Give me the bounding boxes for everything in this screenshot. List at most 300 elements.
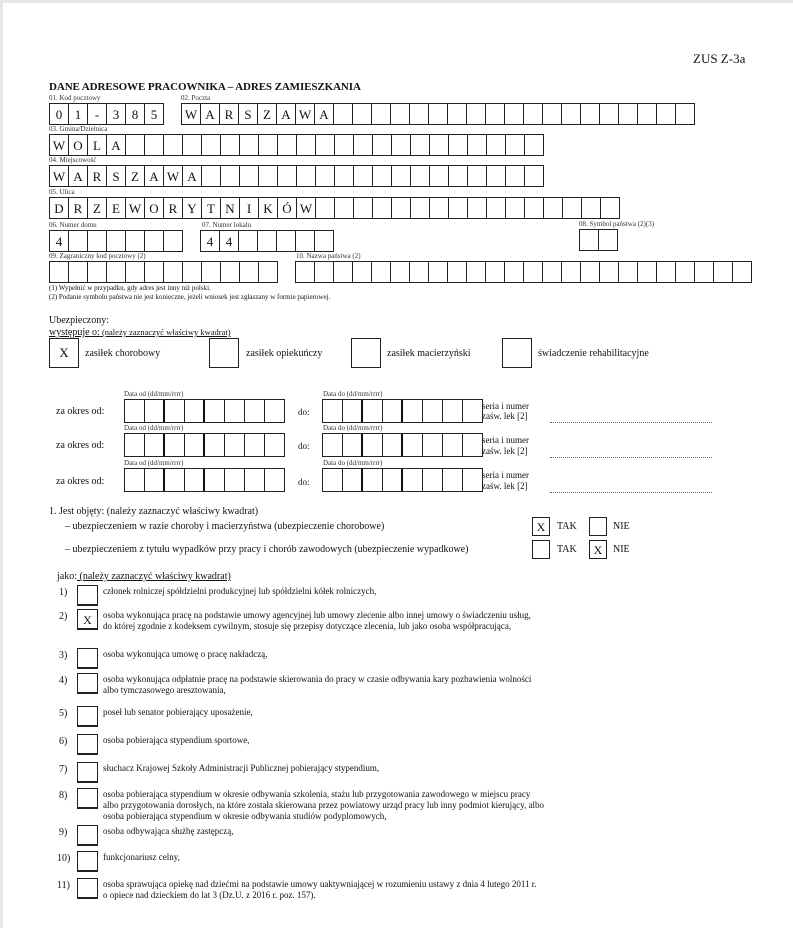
char-cell[interactable] bbox=[449, 166, 468, 186]
char-cell[interactable]: A bbox=[315, 104, 334, 124]
char-cell[interactable] bbox=[69, 231, 88, 251]
as-item-number: 5) bbox=[59, 708, 68, 719]
date-to-label: Data do (dd/mm/rrrr) bbox=[323, 424, 383, 432]
char-cell[interactable] bbox=[315, 262, 334, 282]
char-cell[interactable] bbox=[544, 198, 563, 218]
char-cell[interactable] bbox=[335, 198, 354, 218]
char-cell[interactable] bbox=[383, 400, 403, 422]
char-cell[interactable] bbox=[430, 135, 449, 155]
char-cell[interactable]: W bbox=[126, 198, 145, 218]
char-cell[interactable] bbox=[463, 469, 483, 491]
char-cell[interactable] bbox=[676, 262, 695, 282]
char-cell[interactable] bbox=[297, 166, 316, 186]
char-cell[interactable]: A bbox=[69, 166, 88, 186]
benefit-rehab-checkbox[interactable] bbox=[502, 338, 532, 368]
char-cell[interactable] bbox=[265, 400, 285, 422]
country-symbol-field[interactable] bbox=[579, 229, 618, 251]
period-3-date-from[interactable] bbox=[124, 468, 285, 492]
as-item-number: 4) bbox=[59, 675, 68, 686]
as-item-checkbox[interactable] bbox=[77, 825, 98, 846]
char-cell[interactable] bbox=[296, 262, 315, 282]
char-cell[interactable]: 3 bbox=[107, 104, 126, 124]
char-cell[interactable] bbox=[505, 104, 524, 124]
char-cell[interactable] bbox=[468, 135, 487, 155]
coverage-sickness-label: – ubezpieczeniem w razie choroby i macierzyństwa (ubezpieczenie chorobowe) bbox=[65, 521, 385, 532]
char-cell[interactable] bbox=[265, 469, 285, 491]
char-cell[interactable] bbox=[165, 434, 185, 456]
street-field[interactable] bbox=[49, 197, 620, 219]
char-cell[interactable] bbox=[580, 230, 599, 250]
char-cell[interactable] bbox=[714, 262, 733, 282]
char-cell[interactable] bbox=[183, 135, 202, 155]
char-cell[interactable] bbox=[638, 104, 657, 124]
footnote-2: (2) Podanie symbolu państwa nie jest konieczne, jeżeli wniosek jest zgłaszany w formie papierowej. bbox=[49, 293, 331, 301]
as-item-checkbox[interactable] bbox=[77, 851, 98, 872]
period-2-cert-field[interactable] bbox=[550, 457, 712, 458]
city-label: 04. Miejscowość bbox=[49, 156, 97, 164]
char-cell[interactable] bbox=[265, 434, 285, 456]
char-cell[interactable]: 5 bbox=[145, 104, 164, 124]
char-cell[interactable] bbox=[125, 469, 145, 491]
date-to-label: Data do (dd/mm/rrrr) bbox=[323, 459, 383, 467]
char-cell[interactable] bbox=[278, 135, 297, 155]
char-cell[interactable] bbox=[323, 434, 343, 456]
char-cell[interactable] bbox=[582, 198, 601, 218]
char-cell[interactable] bbox=[563, 198, 582, 218]
char-cell[interactable]: Z bbox=[258, 104, 277, 124]
char-cell[interactable] bbox=[202, 262, 221, 282]
char-cell[interactable]: O bbox=[69, 135, 88, 155]
char-cell[interactable] bbox=[354, 198, 373, 218]
char-cell[interactable]: O bbox=[145, 198, 164, 218]
char-cell[interactable] bbox=[562, 104, 581, 124]
as-item-text: osoba sprawująca opiekę nad dziećmi na podstawie umowy uaktywniającej w rozumieniu ustawy z dnia 4 lutego 2011 r. bbox=[103, 879, 537, 889]
char-cell[interactable]: 8 bbox=[126, 104, 145, 124]
period-to-label: do: bbox=[298, 407, 310, 417]
char-cell[interactable]: 4 bbox=[220, 231, 239, 251]
char-cell[interactable] bbox=[403, 469, 423, 491]
benefit-maternity-checkbox[interactable] bbox=[351, 338, 381, 368]
benefit-sickness-label: zasiłek chorobowy bbox=[85, 348, 161, 359]
char-cell[interactable] bbox=[205, 434, 225, 456]
char-cell[interactable]: - bbox=[88, 104, 107, 124]
char-cell[interactable] bbox=[50, 262, 69, 282]
char-cell[interactable]: W bbox=[297, 198, 316, 218]
char-cell[interactable] bbox=[448, 262, 467, 282]
char-cell[interactable] bbox=[323, 400, 343, 422]
char-cell[interactable]: Z bbox=[126, 166, 145, 186]
as-heading-hint: (należy zaznaczyć właściwy kwadrat) bbox=[77, 571, 231, 582]
as-item-checkbox[interactable] bbox=[77, 706, 98, 727]
char-cell[interactable] bbox=[334, 262, 353, 282]
char-cell[interactable] bbox=[411, 166, 430, 186]
as-item-number: 3) bbox=[59, 650, 68, 661]
as-item-text: osoba wykonująca umowę o pracę nakładczą, bbox=[103, 649, 268, 659]
char-cell[interactable] bbox=[185, 469, 205, 491]
coverage-heading: 1. Jest objęty: (należy zaznaczyć właściwy kwadrat) bbox=[49, 506, 259, 517]
char-cell[interactable] bbox=[383, 469, 403, 491]
char-cell[interactable] bbox=[225, 469, 245, 491]
as-item-checkbox[interactable] bbox=[77, 734, 98, 755]
char-cell[interactable] bbox=[411, 198, 430, 218]
post-office-field[interactable] bbox=[181, 103, 695, 125]
cert-label-1: seria i numer bbox=[482, 435, 529, 445]
char-cell[interactable] bbox=[185, 434, 205, 456]
post-office-label: 02. Poczta bbox=[181, 94, 211, 102]
char-cell[interactable] bbox=[183, 262, 202, 282]
char-cell[interactable] bbox=[411, 135, 430, 155]
char-cell[interactable] bbox=[486, 262, 505, 282]
char-cell[interactable] bbox=[372, 104, 391, 124]
char-cell[interactable] bbox=[225, 400, 245, 422]
char-cell[interactable] bbox=[581, 262, 600, 282]
char-cell[interactable] bbox=[323, 469, 343, 491]
char-cell[interactable]: 4 bbox=[50, 231, 69, 251]
char-cell[interactable] bbox=[354, 135, 373, 155]
char-cell[interactable] bbox=[392, 135, 411, 155]
char-cell[interactable] bbox=[695, 262, 714, 282]
char-cell[interactable] bbox=[410, 262, 429, 282]
char-cell[interactable] bbox=[107, 231, 126, 251]
char-cell[interactable]: 1 bbox=[69, 104, 88, 124]
char-cell[interactable] bbox=[448, 104, 467, 124]
char-cell[interactable]: W bbox=[50, 135, 69, 155]
char-cell[interactable] bbox=[363, 434, 383, 456]
char-cell[interactable]: W bbox=[164, 166, 183, 186]
char-cell[interactable] bbox=[581, 104, 600, 124]
char-cell[interactable] bbox=[487, 135, 506, 155]
char-cell[interactable] bbox=[297, 135, 316, 155]
char-cell[interactable]: Ó bbox=[278, 198, 297, 218]
char-cell[interactable] bbox=[259, 135, 278, 155]
char-cell[interactable] bbox=[733, 262, 752, 282]
char-cell[interactable] bbox=[486, 104, 505, 124]
char-cell[interactable]: A bbox=[201, 104, 220, 124]
char-cell[interactable] bbox=[506, 166, 525, 186]
char-cell[interactable] bbox=[335, 135, 354, 155]
char-cell[interactable] bbox=[145, 434, 165, 456]
char-cell[interactable] bbox=[600, 104, 619, 124]
char-cell[interactable] bbox=[354, 166, 373, 186]
char-cell[interactable] bbox=[221, 166, 240, 186]
postal-code-field[interactable] bbox=[49, 103, 164, 125]
char-cell[interactable]: 4 bbox=[201, 231, 220, 251]
char-cell[interactable] bbox=[335, 166, 354, 186]
char-cell[interactable] bbox=[145, 231, 164, 251]
char-cell[interactable] bbox=[164, 231, 183, 251]
cert-label-1: seria i numer bbox=[482, 401, 529, 411]
char-cell[interactable]: I bbox=[240, 198, 259, 218]
char-cell[interactable] bbox=[430, 166, 449, 186]
cert-label-2: zaśw. lek [2] bbox=[482, 411, 528, 421]
char-cell[interactable] bbox=[316, 198, 335, 218]
as-item-checkbox[interactable]: X bbox=[77, 609, 98, 630]
char-cell[interactable] bbox=[240, 135, 259, 155]
char-cell[interactable] bbox=[258, 231, 277, 251]
as-item-checkbox[interactable] bbox=[77, 673, 98, 694]
char-cell[interactable] bbox=[245, 400, 265, 422]
char-cell[interactable]: E bbox=[107, 198, 126, 218]
char-cell[interactable] bbox=[165, 400, 185, 422]
char-cell[interactable] bbox=[316, 166, 335, 186]
char-cell[interactable] bbox=[638, 262, 657, 282]
char-cell[interactable]: A bbox=[107, 135, 126, 155]
char-cell[interactable] bbox=[343, 400, 363, 422]
char-cell[interactable] bbox=[429, 262, 448, 282]
street-label: 05. Ulica bbox=[49, 188, 75, 196]
country-name-field[interactable] bbox=[295, 261, 752, 283]
char-cell[interactable] bbox=[245, 469, 265, 491]
char-cell[interactable] bbox=[205, 400, 225, 422]
char-cell[interactable] bbox=[392, 166, 411, 186]
char-cell[interactable]: A bbox=[145, 166, 164, 186]
char-cell[interactable]: A bbox=[277, 104, 296, 124]
period-from-label: za okres od: bbox=[56, 406, 105, 417]
page-edge-left bbox=[0, 0, 3, 928]
char-cell[interactable] bbox=[277, 231, 296, 251]
char-cell[interactable] bbox=[383, 434, 403, 456]
char-cell[interactable] bbox=[145, 469, 165, 491]
char-cell[interactable] bbox=[443, 400, 463, 422]
benefit-sickness-checkbox[interactable]: X bbox=[49, 338, 79, 368]
char-cell[interactable] bbox=[463, 434, 483, 456]
char-cell[interactable] bbox=[391, 104, 410, 124]
char-cell[interactable] bbox=[467, 262, 486, 282]
char-cell[interactable] bbox=[373, 135, 392, 155]
as-item-checkbox[interactable] bbox=[77, 762, 98, 783]
page-edge-top bbox=[0, 0, 793, 3]
coverage-accident-no-checkbox[interactable]: X bbox=[589, 540, 607, 559]
char-cell[interactable]: T bbox=[202, 198, 221, 218]
char-cell[interactable] bbox=[315, 231, 334, 251]
char-cell[interactable] bbox=[126, 262, 145, 282]
period-2-date-to[interactable] bbox=[322, 433, 483, 457]
char-cell[interactable]: W bbox=[50, 166, 69, 186]
char-cell[interactable]: N bbox=[221, 198, 240, 218]
char-cell[interactable] bbox=[543, 104, 562, 124]
char-cell[interactable] bbox=[372, 262, 391, 282]
char-cell[interactable] bbox=[467, 104, 486, 124]
char-cell[interactable] bbox=[363, 400, 383, 422]
apartment-number-field[interactable] bbox=[200, 230, 334, 252]
char-cell[interactable] bbox=[145, 262, 164, 282]
char-cell[interactable]: W bbox=[296, 104, 315, 124]
char-cell[interactable]: W bbox=[182, 104, 201, 124]
char-cell[interactable] bbox=[373, 198, 392, 218]
as-item-number: 2) bbox=[59, 611, 68, 622]
char-cell[interactable] bbox=[410, 104, 429, 124]
coverage-sickness-yes-checkbox[interactable]: X bbox=[532, 517, 550, 536]
as-item-checkbox[interactable] bbox=[77, 648, 98, 669]
char-cell[interactable] bbox=[316, 135, 335, 155]
foreign-postal-code-label: 09. Zagraniczny kod pocztowy (2) bbox=[49, 252, 146, 260]
period-from-label: za okres od: bbox=[56, 440, 105, 451]
as-item-number: 6) bbox=[59, 736, 68, 747]
char-cell[interactable] bbox=[353, 104, 372, 124]
char-cell[interactable] bbox=[202, 135, 221, 155]
char-cell[interactable]: S bbox=[239, 104, 258, 124]
char-cell[interactable] bbox=[145, 400, 165, 422]
char-cell[interactable] bbox=[423, 434, 443, 456]
char-cell[interactable] bbox=[145, 135, 164, 155]
char-cell[interactable] bbox=[343, 434, 363, 456]
char-cell[interactable] bbox=[164, 135, 183, 155]
as-item-checkbox[interactable] bbox=[77, 878, 98, 899]
char-cell[interactable] bbox=[562, 262, 581, 282]
coverage-accident-yes-checkbox[interactable] bbox=[532, 540, 550, 559]
as-item-text: osoba odbywająca służbę zastępczą, bbox=[103, 826, 234, 836]
char-cell[interactable] bbox=[468, 166, 487, 186]
char-cell[interactable] bbox=[202, 166, 221, 186]
period-1-date-from[interactable] bbox=[124, 399, 285, 423]
char-cell[interactable] bbox=[403, 434, 423, 456]
as-item-checkbox[interactable] bbox=[77, 788, 98, 809]
benefit-care-checkbox[interactable] bbox=[209, 338, 239, 368]
char-cell[interactable] bbox=[334, 104, 353, 124]
char-cell[interactable] bbox=[600, 262, 619, 282]
period-1-date-to[interactable] bbox=[322, 399, 483, 423]
char-cell[interactable] bbox=[430, 198, 449, 218]
char-cell[interactable] bbox=[423, 400, 443, 422]
char-cell[interactable] bbox=[505, 262, 524, 282]
char-cell[interactable] bbox=[524, 262, 543, 282]
as-item-text: poseł lub senator pobierający uposażenie, bbox=[103, 707, 253, 717]
char-cell[interactable] bbox=[221, 262, 240, 282]
char-cell[interactable] bbox=[296, 231, 315, 251]
char-cell[interactable]: A bbox=[183, 166, 202, 186]
coverage-sickness-no-checkbox[interactable] bbox=[589, 517, 607, 536]
char-cell[interactable] bbox=[225, 434, 245, 456]
house-number-label: 06. Numer domu bbox=[49, 221, 97, 229]
char-cell[interactable] bbox=[259, 262, 278, 282]
char-cell[interactable] bbox=[463, 400, 483, 422]
char-cell[interactable]: R bbox=[88, 166, 107, 186]
apartment-number-label: 07. Numer lokalu bbox=[202, 221, 252, 229]
char-cell[interactable] bbox=[525, 166, 544, 186]
insured-subheading bbox=[49, 327, 231, 338]
char-cell[interactable] bbox=[676, 104, 695, 124]
char-cell[interactable] bbox=[487, 166, 506, 186]
char-cell[interactable] bbox=[221, 135, 240, 155]
char-cell[interactable] bbox=[373, 166, 392, 186]
char-cell[interactable] bbox=[343, 469, 363, 491]
cert-label-1: seria i numer bbox=[482, 470, 529, 480]
house-number-field[interactable] bbox=[49, 230, 183, 252]
char-cell[interactable] bbox=[125, 400, 145, 422]
char-cell[interactable] bbox=[657, 262, 676, 282]
coverage-sickness-no-label: NIE bbox=[613, 521, 630, 532]
city-field[interactable] bbox=[49, 165, 544, 187]
char-cell[interactable] bbox=[245, 434, 265, 456]
char-cell[interactable] bbox=[363, 469, 383, 491]
commune-label: 03. Gmina/Dzielnica bbox=[49, 125, 108, 133]
char-cell[interactable] bbox=[601, 198, 620, 218]
char-cell[interactable] bbox=[240, 262, 259, 282]
char-cell[interactable] bbox=[619, 262, 638, 282]
char-cell[interactable] bbox=[443, 434, 463, 456]
cert-label-2: zaśw. lek [2] bbox=[482, 446, 528, 456]
char-cell[interactable]: Y bbox=[183, 198, 202, 218]
char-cell[interactable] bbox=[164, 262, 183, 282]
char-cell[interactable] bbox=[125, 434, 145, 456]
as-item-text: osoba pobierająca stypendium w okresie odbywania studiów podyplomowych, bbox=[103, 811, 387, 821]
char-cell[interactable] bbox=[88, 231, 107, 251]
period-1-cert-field[interactable] bbox=[550, 422, 712, 423]
char-cell[interactable] bbox=[525, 135, 544, 155]
char-cell[interactable] bbox=[525, 198, 544, 218]
period-to-label: do: bbox=[298, 441, 310, 451]
char-cell[interactable] bbox=[391, 262, 410, 282]
char-cell[interactable] bbox=[487, 198, 506, 218]
coverage-accident-yes-label: TAK bbox=[557, 544, 577, 555]
char-cell[interactable] bbox=[185, 400, 205, 422]
char-cell[interactable] bbox=[423, 469, 443, 491]
char-cell[interactable]: L bbox=[88, 135, 107, 155]
char-cell[interactable] bbox=[392, 198, 411, 218]
period-3-cert-field[interactable] bbox=[550, 492, 712, 493]
char-cell[interactable] bbox=[468, 198, 487, 218]
char-cell[interactable] bbox=[506, 135, 525, 155]
as-item-text: osoba pobierająca stypendium sportowe, bbox=[103, 735, 250, 745]
as-item-number: 11) bbox=[57, 880, 70, 891]
char-cell[interactable] bbox=[449, 198, 468, 218]
char-cell[interactable] bbox=[403, 400, 423, 422]
commune-field[interactable] bbox=[49, 134, 544, 156]
char-cell[interactable] bbox=[259, 166, 278, 186]
period-3-date-to[interactable] bbox=[322, 468, 483, 492]
as-item-number: 1) bbox=[59, 587, 68, 598]
char-cell[interactable]: K bbox=[259, 198, 278, 218]
char-cell[interactable] bbox=[239, 231, 258, 251]
char-cell[interactable] bbox=[126, 231, 145, 251]
benefit-maternity-label: zasiłek macierzyński bbox=[387, 348, 471, 359]
char-cell[interactable] bbox=[524, 104, 543, 124]
foreign-postal-code-field[interactable] bbox=[49, 261, 278, 283]
char-cell[interactable] bbox=[205, 469, 225, 491]
char-cell[interactable] bbox=[107, 262, 126, 282]
period-2-date-from[interactable] bbox=[124, 433, 285, 457]
char-cell[interactable] bbox=[619, 104, 638, 124]
as-item-text: o opiece nad dzieckiem do lat 3 (Dz.U. z 2016 r. poz. 157). bbox=[103, 890, 316, 900]
char-cell[interactable]: 0 bbox=[50, 104, 69, 124]
char-cell[interactable] bbox=[353, 262, 372, 282]
char-cell[interactable] bbox=[126, 135, 145, 155]
char-cell[interactable] bbox=[429, 104, 448, 124]
char-cell[interactable] bbox=[506, 198, 525, 218]
date-from-label: Data od (dd/mm/rrrr) bbox=[124, 390, 184, 398]
char-cell[interactable]: D bbox=[50, 198, 69, 218]
char-cell[interactable] bbox=[278, 166, 297, 186]
char-cell[interactable] bbox=[240, 166, 259, 186]
char-cell[interactable]: R bbox=[220, 104, 239, 124]
char-cell[interactable] bbox=[443, 469, 463, 491]
char-cell[interactable] bbox=[657, 104, 676, 124]
char-cell[interactable]: R bbox=[69, 198, 88, 218]
char-cell[interactable] bbox=[449, 135, 468, 155]
char-cell[interactable] bbox=[165, 469, 185, 491]
char-cell[interactable]: Z bbox=[88, 198, 107, 218]
as-item-text: członek rolniczej spółdzielni produkcyjnej lub spółdzielni kółek rolniczych, bbox=[103, 586, 377, 596]
as-item-checkbox[interactable] bbox=[77, 585, 98, 606]
char-cell[interactable] bbox=[599, 230, 618, 250]
char-cell[interactable] bbox=[88, 262, 107, 282]
cert-label-2: zaśw. lek [2] bbox=[482, 481, 528, 491]
char-cell[interactable]: R bbox=[164, 198, 183, 218]
coverage-accident-no-label: NIE bbox=[613, 544, 630, 555]
char-cell[interactable] bbox=[69, 262, 88, 282]
char-cell[interactable] bbox=[543, 262, 562, 282]
char-cell[interactable]: S bbox=[107, 166, 126, 186]
